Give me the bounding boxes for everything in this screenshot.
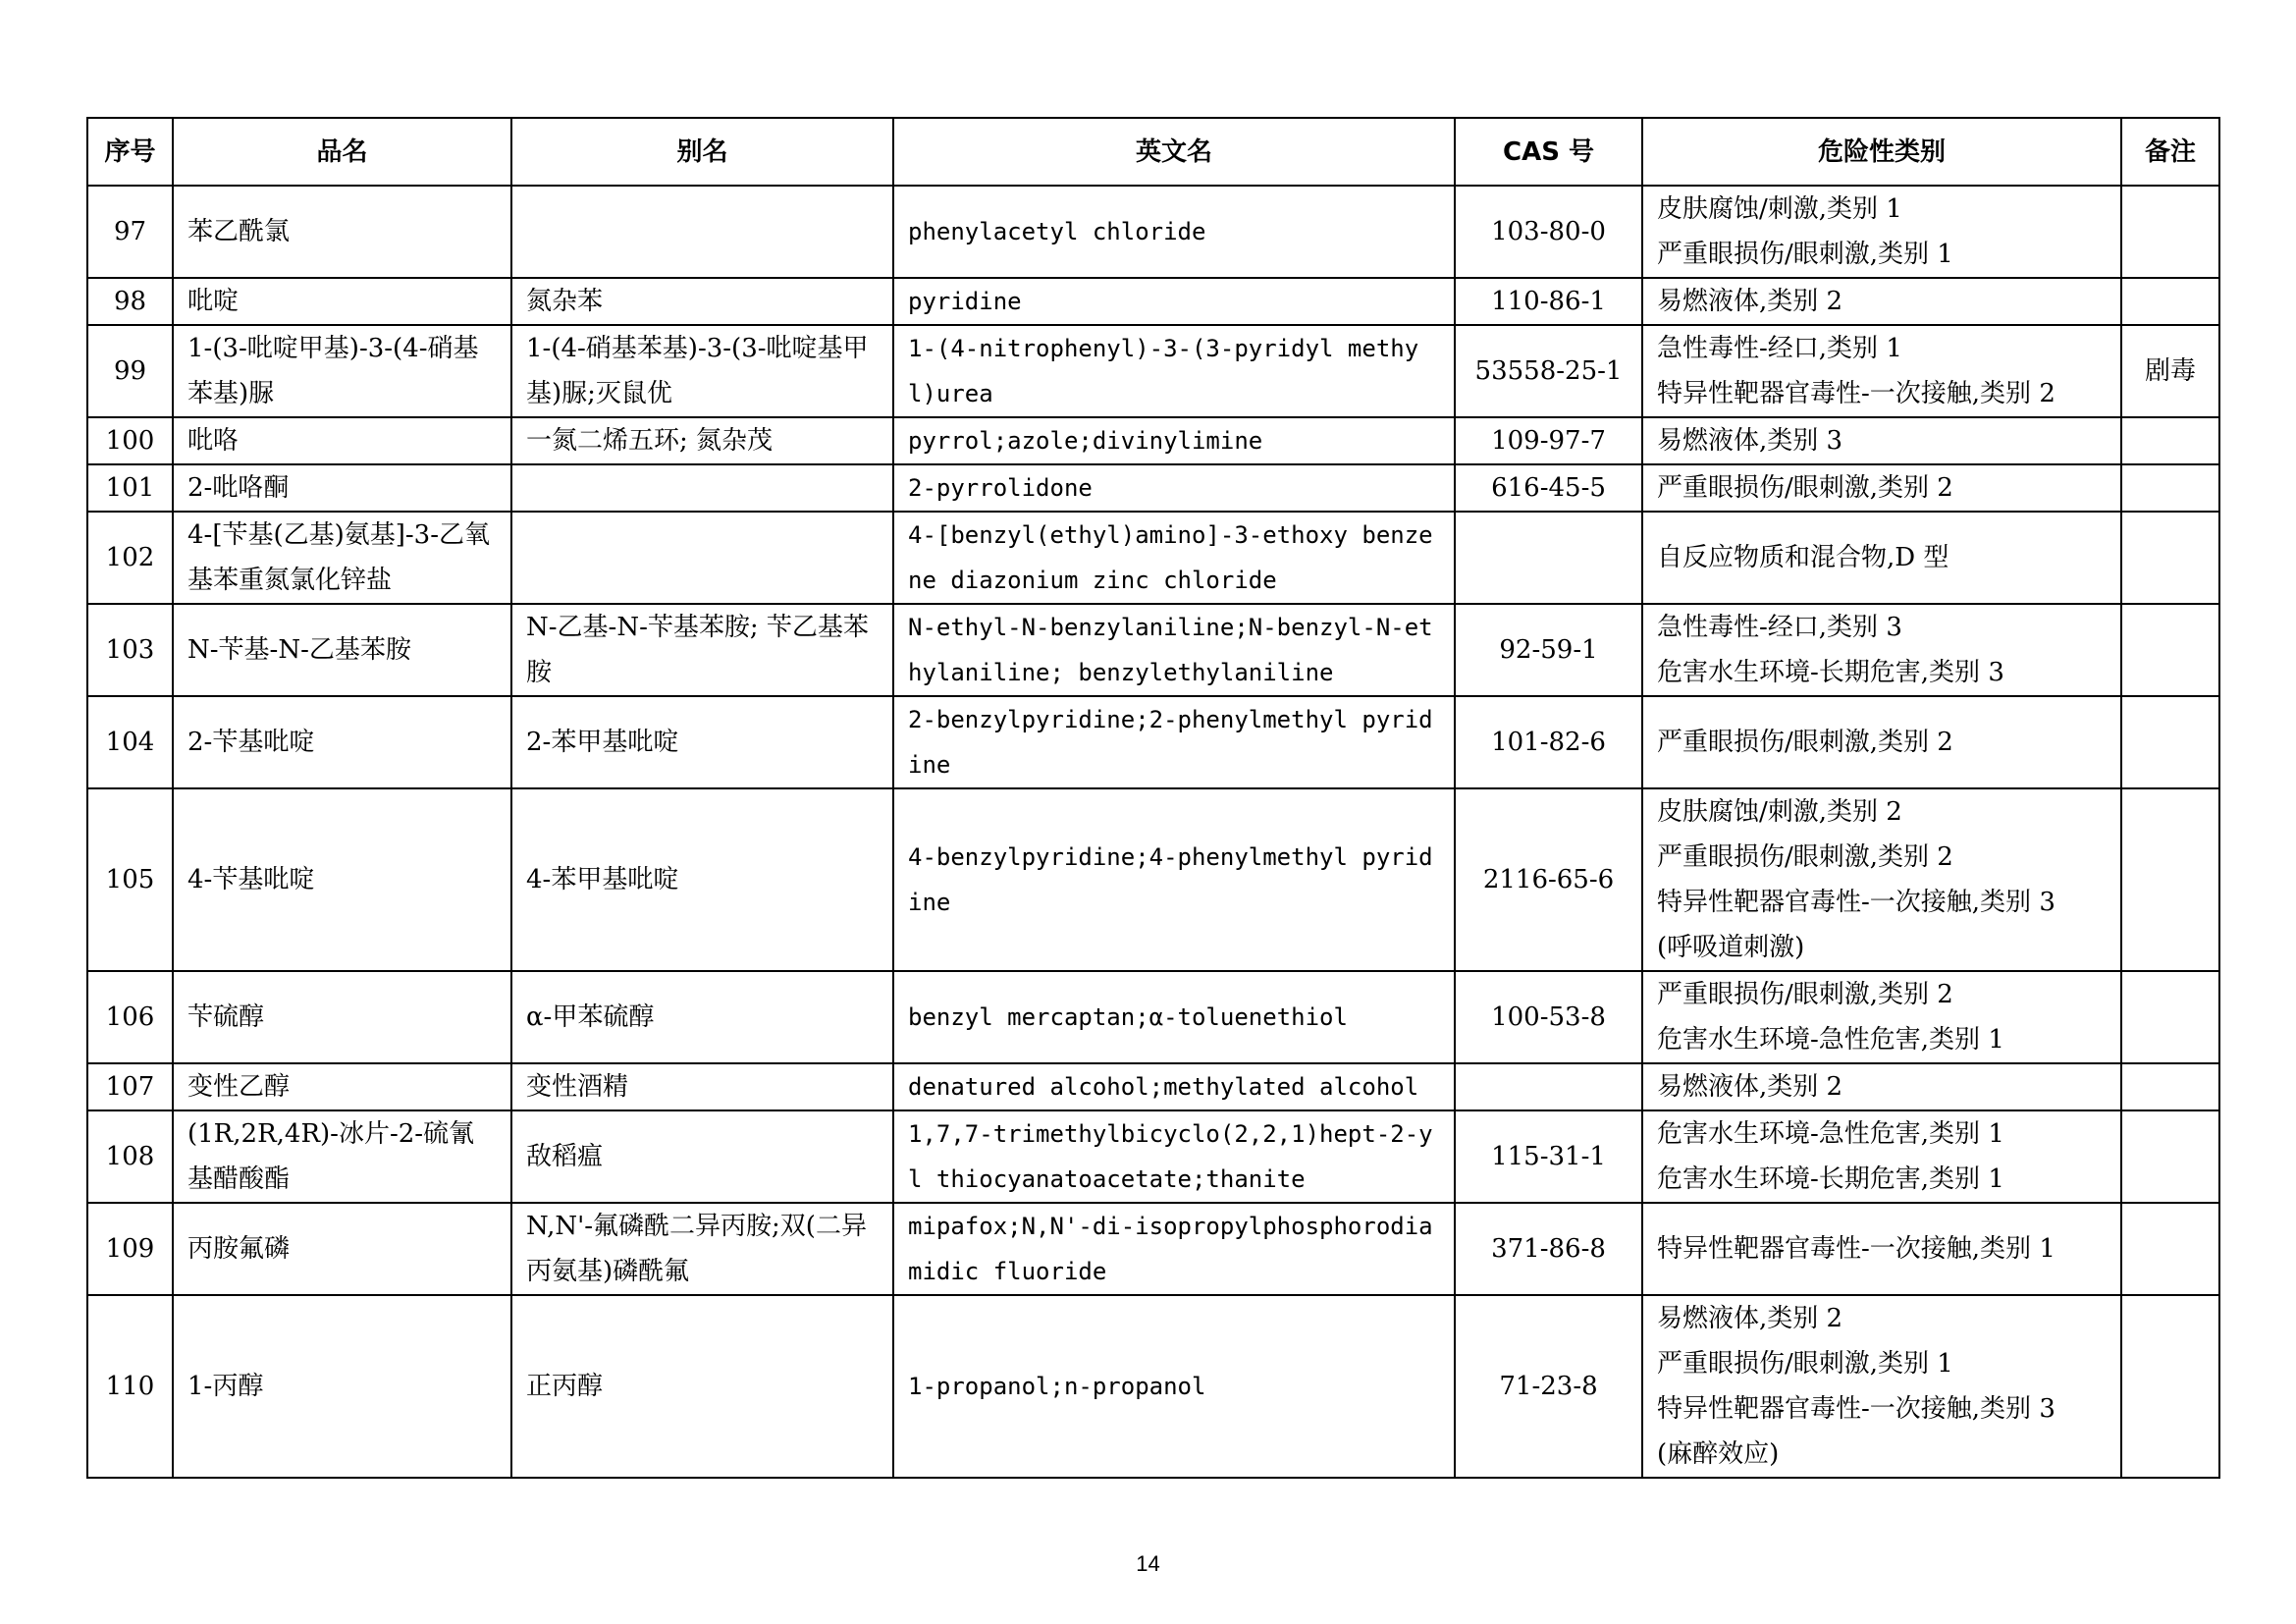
table-row xyxy=(87,604,2219,696)
cell-note xyxy=(2121,696,2219,788)
hazard-line: 特异性靶器官毒性-一次接触,类别 3 xyxy=(1657,1394,2056,1424)
hazard-line: 严重眼损伤/眼刺激,类别 2 xyxy=(1657,842,1953,872)
cell-hazard xyxy=(1642,1063,2121,1110)
cell-hazard xyxy=(1642,696,2121,788)
cell-cas: 109-97-7 xyxy=(1455,417,1642,464)
cell-seq: 102 xyxy=(87,512,173,604)
table-row xyxy=(87,696,2219,788)
table-body xyxy=(87,186,2219,1478)
hazard-line: 严重眼损伤/眼刺激,类别 1 xyxy=(1657,240,1953,269)
cell-seq: 108 xyxy=(87,1110,173,1203)
cell-note xyxy=(2121,1110,2219,1203)
cell-note xyxy=(2121,788,2219,971)
hazard-line: 危害水生环境-急性危害,类别 1 xyxy=(1657,1025,2004,1055)
cell-seq: 105 xyxy=(87,788,173,971)
cell-english: N-ethyl-N-benzylaniline;N-benzyl-N-ethylaniline; benzylethylaniline xyxy=(893,604,1455,696)
header-cas: CAS 号 xyxy=(1455,118,1642,186)
page-number: 14 xyxy=(1136,1551,1160,1576)
cell-seq: 104 xyxy=(87,696,173,788)
header-name: 品名 xyxy=(173,118,511,186)
hazard-line: 危害水生环境-长期危害,类别 1 xyxy=(1657,1164,2004,1194)
cell-name: 1-丙醇 xyxy=(173,1295,511,1478)
cell-note xyxy=(2121,1063,2219,1110)
cell-note xyxy=(2121,417,2219,464)
cell-alias: 4-苯甲基吡啶 xyxy=(511,788,893,971)
cell-hazard xyxy=(1642,1295,2121,1478)
cell-seq: 97 xyxy=(87,186,173,278)
cell-cas xyxy=(1455,512,1642,604)
cell-alias xyxy=(511,186,893,278)
cell-cas: 110-86-1 xyxy=(1455,278,1642,325)
cell-name: 2-吡咯酮 xyxy=(173,464,511,512)
cell-seq: 100 xyxy=(87,417,173,464)
cell-cas xyxy=(1455,1063,1642,1110)
cell-hazard xyxy=(1642,788,2121,971)
header-hazard: 危险性类别 xyxy=(1642,118,2121,186)
cell-english: 4-benzylpyridine;4-phenylmethyl pyridine xyxy=(893,788,1455,971)
hazard-line: 易燃液体,类别 2 xyxy=(1657,287,1843,316)
cell-name: 4-苄基吡啶 xyxy=(173,788,511,971)
table-row xyxy=(87,1295,2219,1478)
hazard-line: 特异性靶器官毒性-一次接触,类别 3 xyxy=(1657,888,2056,917)
cell-name: 变性乙醇 xyxy=(173,1063,511,1110)
table-row xyxy=(87,1063,2219,1110)
hazard-line: 易燃液体,类别 2 xyxy=(1657,1072,1843,1102)
cell-seq: 101 xyxy=(87,464,173,512)
cell-seq: 99 xyxy=(87,325,173,417)
hazard-line: 易燃液体,类别 2 xyxy=(1657,1304,1843,1333)
cell-cas: 101-82-6 xyxy=(1455,696,1642,788)
cell-seq: 98 xyxy=(87,278,173,325)
cell-hazard xyxy=(1642,1110,2121,1203)
cell-alias: 2-苯甲基吡啶 xyxy=(511,696,893,788)
hazardous-chemicals-table xyxy=(86,117,2220,1479)
cell-name: 吡啶 xyxy=(173,278,511,325)
header-note: 备注 xyxy=(2121,118,2219,186)
cell-english: denatured alcohol;methylated alcohol xyxy=(893,1063,1455,1110)
cell-note xyxy=(2121,1295,2219,1478)
table-row xyxy=(87,1203,2219,1295)
cell-english: mipafox;N,N'-di-isopropylphosphorodiamidic fluoride xyxy=(893,1203,1455,1295)
cell-hazard xyxy=(1642,186,2121,278)
cell-alias: 一氮二烯五环; 氮杂茂 xyxy=(511,417,893,464)
cell-cas: 71-23-8 xyxy=(1455,1295,1642,1478)
hazard-line: 严重眼损伤/眼刺激,类别 1 xyxy=(1657,1349,1953,1379)
cell-hazard xyxy=(1642,971,2121,1063)
hazard-line: 严重眼损伤/眼刺激,类别 2 xyxy=(1657,980,1953,1009)
cell-name: 1-(3-吡啶甲基)-3-(4-硝基苯基)脲 xyxy=(173,325,511,417)
cell-english: 1-propanol;n-propanol xyxy=(893,1295,1455,1478)
hazard-line: 皮肤腐蚀/刺激,类别 2 xyxy=(1657,797,1902,827)
cell-alias: 1-(4-硝基苯基)-3-(3-吡啶基甲基)脲;灭鼠优 xyxy=(511,325,893,417)
hazard-line: 危害水生环境-急性危害,类别 1 xyxy=(1657,1119,2004,1149)
cell-cas: 100-53-8 xyxy=(1455,971,1642,1063)
cell-cas: 53558-25-1 xyxy=(1455,325,1642,417)
cell-name: 2-苄基吡啶 xyxy=(173,696,511,788)
table-header-row xyxy=(87,118,2219,186)
cell-seq: 110 xyxy=(87,1295,173,1478)
cell-alias xyxy=(511,464,893,512)
cell-note xyxy=(2121,512,2219,604)
cell-english: benzyl mercaptan;α-toluenethiol xyxy=(893,971,1455,1063)
cell-cas: 371-86-8 xyxy=(1455,1203,1642,1295)
header-english: 英文名 xyxy=(893,118,1455,186)
table-row xyxy=(87,325,2219,417)
cell-name: (1R,2R,4R)-冰片-2-硫氰基醋酸酯 xyxy=(173,1110,511,1203)
table-row xyxy=(87,186,2219,278)
cell-cas: 103-80-0 xyxy=(1455,186,1642,278)
cell-seq: 106 xyxy=(87,971,173,1063)
cell-english: pyrrol;azole;divinylimine xyxy=(893,417,1455,464)
cell-name: 苯乙酰氯 xyxy=(173,186,511,278)
cell-hazard xyxy=(1642,325,2121,417)
cell-english: 2-pyrrolidone xyxy=(893,464,1455,512)
cell-english: pyridine xyxy=(893,278,1455,325)
hazard-line: (麻醉效应) xyxy=(1657,1439,1780,1469)
cell-note xyxy=(2121,971,2219,1063)
cell-note xyxy=(2121,186,2219,278)
cell-english: 1-(4-nitrophenyl)-3-(3-pyridyl methyl)urea xyxy=(893,325,1455,417)
cell-english: 4-[benzyl(ethyl)amino]-3-ethoxy benzene diazonium zinc chloride xyxy=(893,512,1455,604)
hazard-line: 严重眼损伤/眼刺激,类别 2 xyxy=(1657,728,1953,757)
cell-note xyxy=(2121,604,2219,696)
hazard-line: 严重眼损伤/眼刺激,类别 2 xyxy=(1657,473,1953,503)
cell-note xyxy=(2121,278,2219,325)
table-row xyxy=(87,464,2219,512)
cell-alias: 氮杂苯 xyxy=(511,278,893,325)
cell-note: 剧毒 xyxy=(2121,325,2219,417)
hazard-line: 特异性靶器官毒性-一次接触,类别 1 xyxy=(1657,1234,2056,1264)
cell-seq: 107 xyxy=(87,1063,173,1110)
cell-hazard xyxy=(1642,604,2121,696)
cell-alias xyxy=(511,512,893,604)
header-alias: 别名 xyxy=(511,118,893,186)
table-row xyxy=(87,1110,2219,1203)
cell-hazard xyxy=(1642,278,2121,325)
hazard-line: 特异性靶器官毒性-一次接触,类别 2 xyxy=(1657,379,2056,408)
cell-alias: N,N'-氟磷酰二异丙胺;双(二异丙氨基)磷酰氟 xyxy=(511,1203,893,1295)
cell-note xyxy=(2121,1203,2219,1295)
cell-seq: 109 xyxy=(87,1203,173,1295)
cell-cas: 616-45-5 xyxy=(1455,464,1642,512)
cell-cas: 115-31-1 xyxy=(1455,1110,1642,1203)
hazard-line: 危害水生环境-长期危害,类别 3 xyxy=(1657,658,2004,687)
hazard-line: 易燃液体,类别 3 xyxy=(1657,426,1843,456)
cell-hazard xyxy=(1642,417,2121,464)
cell-alias: 变性酒精 xyxy=(511,1063,893,1110)
cell-hazard xyxy=(1642,1203,2121,1295)
cell-name: 吡咯 xyxy=(173,417,511,464)
cell-cas: 92-59-1 xyxy=(1455,604,1642,696)
hazard-line: 急性毒性-经口,类别 1 xyxy=(1657,334,1902,363)
cell-name: 丙胺氟磷 xyxy=(173,1203,511,1295)
cell-alias: α-甲苯硫醇 xyxy=(511,971,893,1063)
cell-english: 1,7,7-trimethylbicyclo(2,2,1)hept-2-yl thiocyanatoacetate;thanite xyxy=(893,1110,1455,1203)
hazard-line: (呼吸道刺激) xyxy=(1657,933,1805,962)
table-row xyxy=(87,278,2219,325)
hazard-line: 急性毒性-经口,类别 3 xyxy=(1657,613,1902,642)
cell-english: 2-benzylpyridine;2-phenylmethyl pyridine xyxy=(893,696,1455,788)
table-row xyxy=(87,788,2219,971)
cell-seq: 103 xyxy=(87,604,173,696)
cell-cas: 2116-65-6 xyxy=(1455,788,1642,971)
cell-note xyxy=(2121,464,2219,512)
cell-alias: N-乙基-N-苄基苯胺; 苄乙基苯胺 xyxy=(511,604,893,696)
cell-alias: 正丙醇 xyxy=(511,1295,893,1478)
table-row xyxy=(87,971,2219,1063)
cell-name: 苄硫醇 xyxy=(173,971,511,1063)
cell-name: 4-[苄基(乙基)氨基]-3-乙氧基苯重氮氯化锌盐 xyxy=(173,512,511,604)
cell-english: phenylacetyl chloride xyxy=(893,186,1455,278)
table-row xyxy=(87,512,2219,604)
cell-alias: 敌稻瘟 xyxy=(511,1110,893,1203)
cell-name: N-苄基-N-乙基苯胺 xyxy=(173,604,511,696)
hazard-line: 自反应物质和混合物,D 型 xyxy=(1657,543,1949,572)
header-seq: 序号 xyxy=(87,118,173,186)
hazard-line: 皮肤腐蚀/刺激,类别 1 xyxy=(1657,194,1902,224)
cell-hazard xyxy=(1642,464,2121,512)
table-row xyxy=(87,417,2219,464)
cell-hazard xyxy=(1642,512,2121,604)
